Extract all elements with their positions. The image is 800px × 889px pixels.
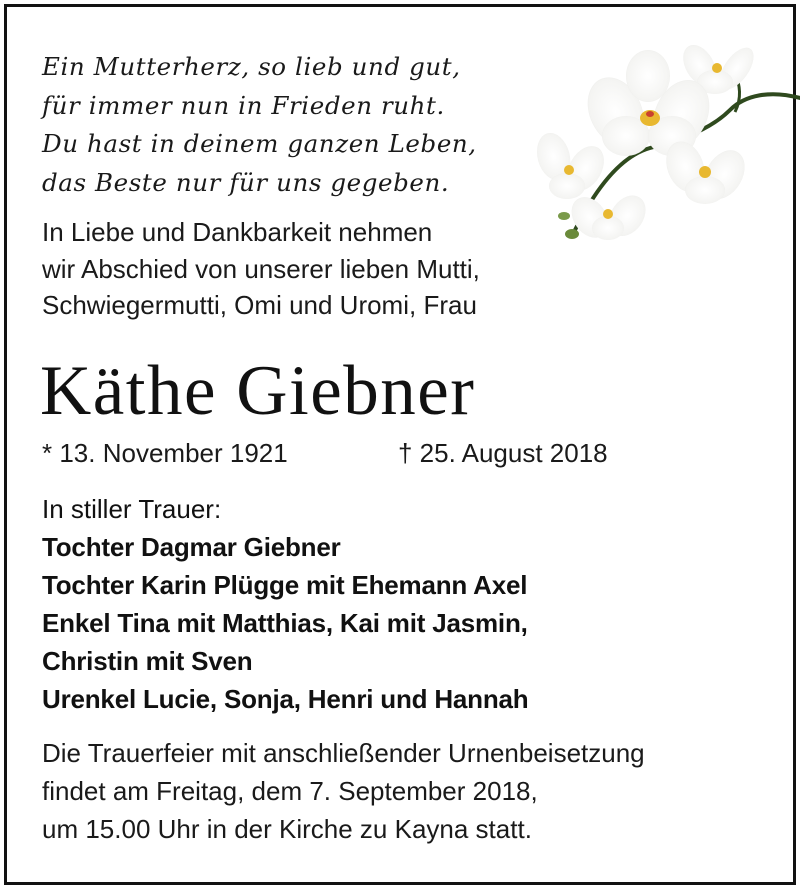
service-line: findet am Freitag, dem 7. September 2018, [42, 776, 538, 806]
memorial-poem [42, 48, 477, 202]
orchid-flower-image [530, 20, 800, 260]
mourner-line: Tochter Karin Plügge mit Ehemann Axel [42, 570, 528, 600]
poem-line: das Beste nur für uns gegeben. [42, 167, 450, 197]
mourner-line: Tochter Dagmar Giebner [42, 532, 341, 562]
deceased-name: Käthe Giebner [40, 352, 476, 430]
poem-line: für immer nun in Frieden ruht. [42, 90, 445, 120]
intro-text [42, 214, 480, 324]
funeral-service-info [42, 734, 645, 848]
mourners-list [42, 490, 529, 718]
birth-date: * 13. November 1921 [42, 438, 288, 468]
intro-line: Schwiegermutti, Omi und Uromi, Frau [42, 290, 477, 320]
mourner-line: Christin mit Sven [42, 646, 253, 676]
poem-line: Du hast in deinem ganzen Leben, [42, 129, 477, 158]
service-line: Die Trauerfeier mit anschließender Urnenbeisetzung [42, 738, 645, 768]
service-line: um 15.00 Uhr in der Kirche zu Kayna statt. [42, 814, 532, 844]
mourners-heading: In stiller Trauer: [42, 494, 222, 524]
intro-line: wir Abschied von unserer lieben Mutti, [42, 253, 480, 284]
death-date: † 25. August 2018 [398, 438, 608, 468]
mourner-line: Enkel Tina mit Matthias, Kai mit Jasmin, [42, 608, 528, 638]
mourner-line: Urenkel Lucie, Sonja, Henri und Hannah [42, 684, 529, 714]
intro-line: In Liebe und Dankbarkeit nehmen [42, 217, 433, 247]
poem-line: Ein Mutterherz, so lieb und gut, [42, 52, 461, 81]
